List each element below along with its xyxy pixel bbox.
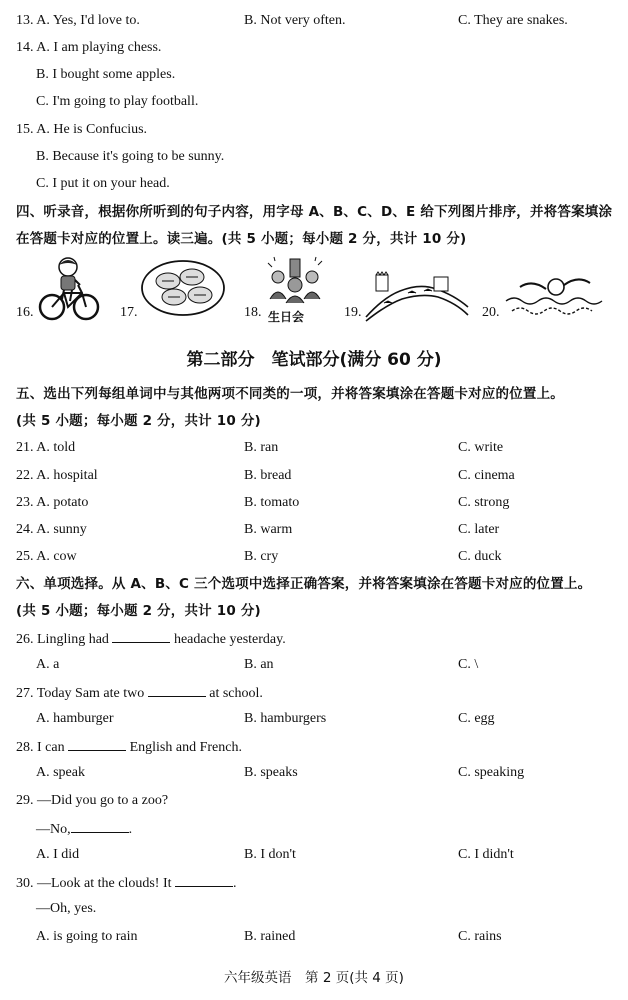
question-29-reply: —No, . [0, 818, 628, 838]
question-22: 22. A. hospital B. bread C. cinema [16, 468, 515, 483]
question-15-c: C. I put it on your head. [36, 176, 170, 191]
question-29-stem: 29. —Did you go to a zoo? [16, 793, 169, 808]
swimming-icon [502, 271, 614, 321]
question-30-stem: 30. —Look at the clouds! It . [0, 872, 628, 892]
picture-row [0, 255, 628, 330]
picture-17-label: 17. [120, 305, 138, 320]
boy-on-bicycle-icon [38, 255, 100, 325]
great-wall-icon [364, 267, 470, 323]
picture-20-label: 20. [482, 305, 500, 320]
question-15-a: 15. A. He is Confucius. [16, 122, 148, 137]
question-14-a: 14. A. I am playing chess. [16, 40, 162, 55]
question-13 [0, 11, 628, 31]
section-6-instructions-line1: 六、单项选择。从 A、B、C 三个选项中选择正确答案，并将答案填涂在答题卡对应的位置上。 [16, 576, 592, 592]
page-footer: 六年级英语 第 2 页(共 4 页) [224, 970, 404, 986]
mooncakes-icon [140, 255, 226, 317]
question-26-stem: 26. Lingling had headache yesterday. [0, 628, 628, 648]
section-4-instructions-line2: 在答题卡对应的位置上。读三遍。(共 5 小题；每小题 2 分，共计 10 分) [16, 231, 467, 247]
section-6-instructions-line2: (共 5 小题；每小题 2 分，共计 10 分) [16, 603, 261, 619]
question-15-b: B. Because it's going to be sunny. [36, 149, 225, 164]
question-27-stem: 27. Today Sam ate two at school. [0, 682, 628, 702]
question-25: 25. A. cow B. cry C. duck [16, 549, 502, 564]
picture-18-label: 18. [244, 305, 262, 320]
question-27-options: A. hamburger B. hamburgers C. egg [36, 711, 495, 726]
answer-blank [71, 818, 129, 833]
answer-blank [68, 736, 126, 751]
question-23: 23. A. potato B. tomato C. strong [16, 495, 510, 510]
question-14-c: C. I'm going to play football. [36, 94, 199, 109]
part-2-title: 第二部分 笔试部分(满分 60 分) [186, 350, 442, 370]
question-30-reply: —Oh, yes. [36, 901, 97, 916]
q13-option-a: 13. A. Yes, I'd love to. [16, 13, 140, 28]
question-26-options: A. a B. an C. \ [36, 657, 479, 672]
section-4-instructions-line1: 四、听录音，根据你所听到的句子内容，用字母 A、B、C、D、E 给下列图片排序，并将答案填涂 [16, 204, 613, 220]
section-5-instructions-line1: 五、选出下列每组单词中与其他两项不同类的一项，并将答案填涂在答题卡对应的位置上。 [16, 386, 564, 402]
q13-option-c: C. They are snakes. [458, 13, 568, 28]
answer-blank [112, 628, 170, 643]
question-30-options: A. is going to rain B. rained C. rains [36, 929, 502, 944]
question-28-options: A. speak B. speaks C. speaking [36, 765, 525, 780]
q13-option-b: B. Not very often. [244, 13, 346, 28]
section-5-instructions-line2: (共 5 小题；每小题 2 分，共计 10 分) [16, 413, 261, 429]
answer-blank [148, 682, 206, 697]
birthday-party-caption: 生日会 [268, 310, 305, 324]
picture-19-label: 19. [344, 305, 362, 320]
answer-blank [175, 872, 233, 887]
question-24: 24. A. sunny B. warm C. later [16, 522, 500, 537]
question-28-stem: 28. I can English and French. [0, 736, 628, 756]
question-14-b: B. I bought some apples. [36, 67, 176, 82]
question-21: 21. A. told B. ran C. write [16, 440, 504, 455]
question-29-options: A. I did B. I don't C. I didn't [36, 847, 514, 862]
picture-16-label: 16. [16, 305, 34, 320]
